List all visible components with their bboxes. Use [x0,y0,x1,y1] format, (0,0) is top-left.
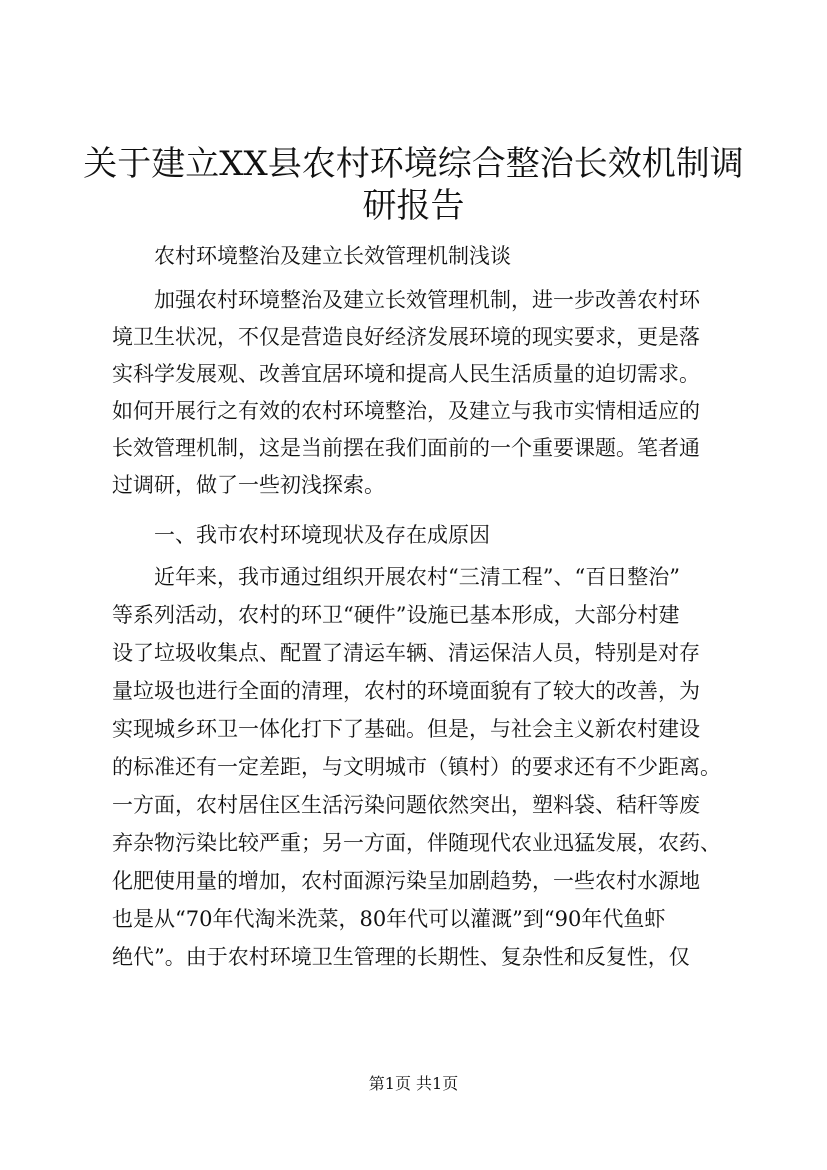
paragraph-line: 境卫生状况，不仅是营造良好经济发展环境的现实要求，更是落 [112,325,700,349]
section-heading: 一、我市农村环境现状及存在成原因 [154,523,490,547]
paragraph-line: 一方面，农村居住区生活污染问题依然突出，塑料袋、秸秆等废 [112,793,700,817]
paragraph-line: 如何开展行之有效的农村环境整治，及建立与我市实情相适应的 [112,399,700,423]
paragraph-line: 弃杂物污染比较严重；另一方面，伴随现代农业迅猛发展，农药、 [112,831,721,855]
paragraph-line: 长效管理机制，这是当前摆在我们面前的一个重要课题。笔者通 [112,436,700,460]
paragraph-line: 加强农村环境整治及建立长效管理机制，进一步改善农村环 [154,288,700,312]
paragraph-line: 的标准还有一定差距，与文明城市（镇村）的要求还有不少距离。 [112,755,721,779]
paragraph-line: 设了垃圾收集点、配置了清运车辆、清运保洁人员，特别是对存 [112,641,700,665]
paragraph-line: 量垃圾也进行全面的清理，农村的环境面貌有了较大的改善，为 [112,679,700,703]
document-title-line-1: 关于建立XX县农村环境综合整治长效机制调 [83,144,744,184]
document-title-line-2: 研报告 [362,186,465,226]
paragraph-line: 绝代”。由于农村环境卫生管理的长期性、复杂性和反复性，仅 [112,945,690,969]
subtitle: 农村环境整治及建立长效管理机制浅谈 [154,244,511,268]
paragraph-line: 也是从“70年代淘米洗菜，80年代可以灌溉”到“90年代鱼虾 [112,907,666,931]
paragraph-line: 化肥使用量的增加，农村面源污染呈加剧趋势，一些农村水源地 [112,869,700,893]
page-footer: 第1页 共1页 [368,1074,459,1093]
paragraph-line: 等系列活动，农村的环卫“硬件”设施已基本形成，大部分村建 [112,603,680,627]
paragraph-line: 过调研，做了一些初浅探索。 [112,473,385,497]
paragraph-line: 近年来，我市通过组织开展农村“三清工程”、“百日整治” [154,565,680,589]
paragraph-line: 实科学发展观、改善宜居环境和提高人民生活质量的迫切需求。 [112,362,700,386]
paragraph-line: 实现城乡环卫一体化打下了基础。但是，与社会主义新农村建设 [112,717,700,741]
